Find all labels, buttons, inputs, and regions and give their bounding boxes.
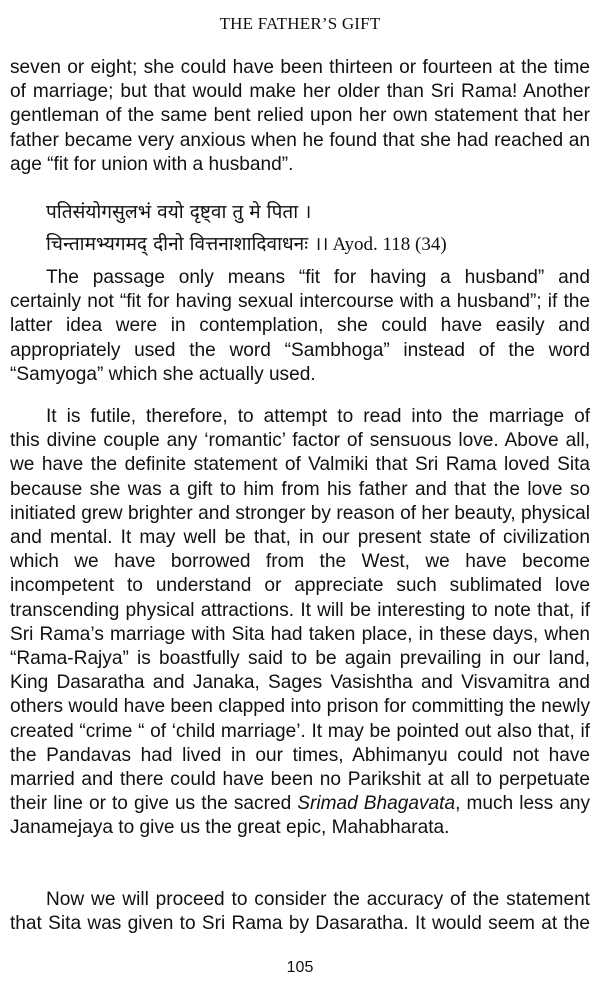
verse-line-2-text: चिन्तामभ्यगमद् दीनो वित्तनाशादिवाधनः ।। xyxy=(46,233,329,255)
text-line: “Samyoga” which she actually used. xyxy=(10,363,316,385)
text-line: the Pandavas had lived in our times, Abhimanyu could not have xyxy=(10,744,590,766)
text-line: married and there could have been no Parikshit at all to perpetuate xyxy=(10,769,590,791)
text-line: appropriately used the word “Sambhoga” instead of the word xyxy=(10,339,590,361)
paragraph-2 xyxy=(10,266,590,387)
text-line: “Rama-Rajya” is boastfully said to be again prevailing in our land, xyxy=(10,648,590,670)
text-line: of marriage; but that would make her older than Sri Rama! Another xyxy=(10,81,590,103)
page-number: 105 xyxy=(286,959,314,976)
text-line: incompetent to understand or appreciate such sublimated love xyxy=(10,575,590,597)
text-line: The passage only means “fit for having a husband” and xyxy=(46,267,590,288)
text-line: because she was a gift to him from his father and that the love so xyxy=(10,478,590,500)
text-line: seven or eight; she could have been thirteen or fourteen at the time xyxy=(10,57,590,78)
text-line: age “fit for union with a husband”. xyxy=(10,153,294,175)
text-line: It is futile, therefore, to attempt to read into the marriage of xyxy=(46,406,590,427)
text-line: Now we will proceed to consider the accuracy of the statement xyxy=(46,889,590,910)
text-line: certainly not “fit for having sexual intercourse with a husband”; if the xyxy=(10,291,590,313)
sanskrit-verse xyxy=(46,196,447,261)
text-line: transcending physical attractions. It will be interesting to note that, if xyxy=(10,599,590,621)
verse-line-2 xyxy=(46,228,447,261)
paragraph-3 xyxy=(10,405,590,841)
text-line: Janamejaya to give us the great epic, Mahabharata. xyxy=(10,817,450,839)
verse-reference: Ayod. 118 (34) xyxy=(332,234,447,255)
text-line: Sri Rama’s marriage with Sita had taken place, in these days, when xyxy=(10,623,590,645)
text-line: that Sita was given to Sri Rama by Dasaratha. It would seem at the xyxy=(10,913,590,935)
text-line: and mental. It may well be that, in our present state of civilization xyxy=(10,527,590,549)
text-line: father became very anxious when he found that she had reached an xyxy=(10,129,590,151)
text-line: this divine couple any ‘romantic’ factor of sensuous love. Above all, xyxy=(10,430,590,452)
text-line: initiated grew brighter and stronger by reason of her beauty, physical xyxy=(10,502,590,524)
text-line: created “crime “ of ‘child marriage’. It may be pointed out also that, if xyxy=(10,720,590,742)
running-title: THE FATHER’S GIFT xyxy=(219,14,381,33)
text-line: others would have been clapped into prison for committing the newly xyxy=(10,696,590,718)
text-line: which we have borrowed from the West, we have become xyxy=(10,551,590,573)
book-title-italic: Srimad Bhagavata xyxy=(297,793,456,815)
paragraph-1 xyxy=(10,56,590,177)
text-line: King Dasaratha and Janaka, Sages Vasishtha and Visvamitra and xyxy=(10,672,590,694)
text-line: latter idea were in contemplation, she could have easily and xyxy=(10,315,590,337)
text-line: their line or to give us the sacred Srimad Bhagavata, much less any xyxy=(10,793,590,815)
paragraph-4 xyxy=(10,888,590,936)
verse-line-1: पतिसंयोगसुलभं वयो दृष्ट्वा तु मे पिता । xyxy=(46,201,312,223)
text-line: gentleman of the same bent relied upon her own statement that her xyxy=(10,105,590,127)
text-line: we have the definite statement of Valmiki that Sri Rama loved Sita xyxy=(10,454,590,476)
